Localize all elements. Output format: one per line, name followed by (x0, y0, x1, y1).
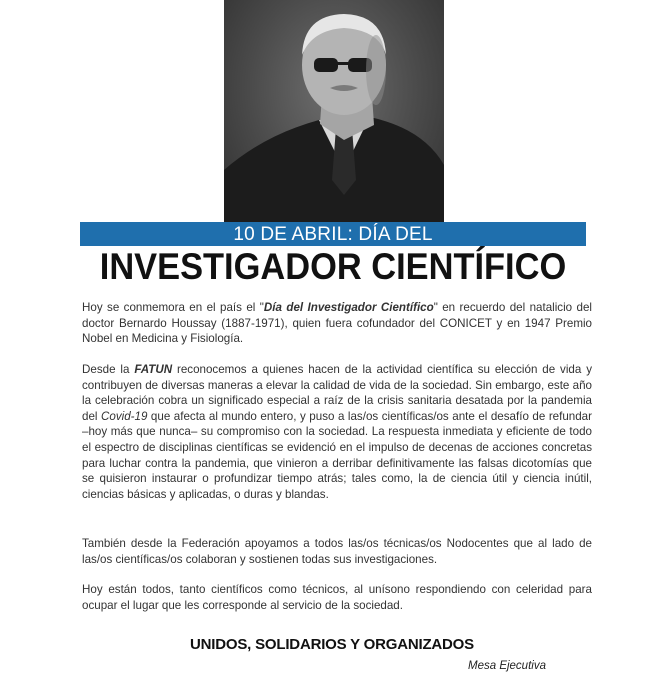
portrait-illustration (224, 0, 444, 222)
p1-run-1: Día del Investigador Científico (263, 301, 434, 314)
p1-run-0: Hoy se conmemora en el país el " (82, 301, 264, 314)
p2-run-1: FATUN (134, 363, 173, 376)
paragraph-intro (82, 300, 592, 347)
title-banner (80, 222, 586, 246)
paragraph-federation (82, 536, 592, 567)
p2-run-4: que afecta al mundo entero, y puso a las/os científicas/os ante el desafío de refundar –hoy más que nunca– su compromiso con la sociedad. La respuesta inmediata y eficiente de todo el espectro de disciplinas científicas se evidenció en el impulso de decenas de acciones concretas para luchar contra la pandemia, que vinieron a derribar definitivamente las falsas dicotomías que se quisieron instaurar o profundizar tiempo atrás; tales como, la de ciencia útil y ciencia inútil, ciencias básicas y aplicadas, o duras y blandas. (82, 409, 592, 501)
p2-run-2: reconocemos a quienes hacen de la actividad científica su elección de vida y contribuyen de diversas maneras a elevar la calidad de vida de la sociedad. Sin embargo, este año la celebración cobra un significado especial a raíz de la crisis sanitaria desatada por la pandemia del (82, 363, 592, 423)
p1-run-2: " en recuerdo del natalicio del doctor Bernardo Houssay (1887-1971), quien fuera cofundador del CONICET y en 1947 Premio Nobel en Medicina y Fisiología. (82, 301, 592, 346)
slogan: UNIDOS, SOLIDARIOS Y ORGANIZADOS (190, 636, 474, 653)
paragraph-fatun (82, 362, 592, 502)
page-title: INVESTIGADOR CIENTÍFICO (99, 246, 567, 287)
p3-run-0: También desde la Federación apoyamos a todos las/os técnicas/os Nodocentes que al lado de las/os científicas/os colaboran y sostienen todas sus investigaciones. (82, 537, 592, 566)
portrait-frame (217, 0, 451, 222)
p2-run-0: Desde la (82, 363, 135, 376)
p4-run-0: Hoy están todos, tanto científicos como técnicos, al unísono respondiendo con celeridad para ocupar el lugar que les corresponde al servicio de la sociedad. (82, 583, 592, 612)
banner-date-text: 10 DE ABRIL: DÍA DEL (233, 224, 433, 245)
paragraph-closing (82, 582, 592, 613)
p2-run-3: Covid-19 (101, 409, 148, 423)
portrait-photo (224, 0, 444, 222)
signature: Mesa Ejecutiva (468, 660, 546, 672)
